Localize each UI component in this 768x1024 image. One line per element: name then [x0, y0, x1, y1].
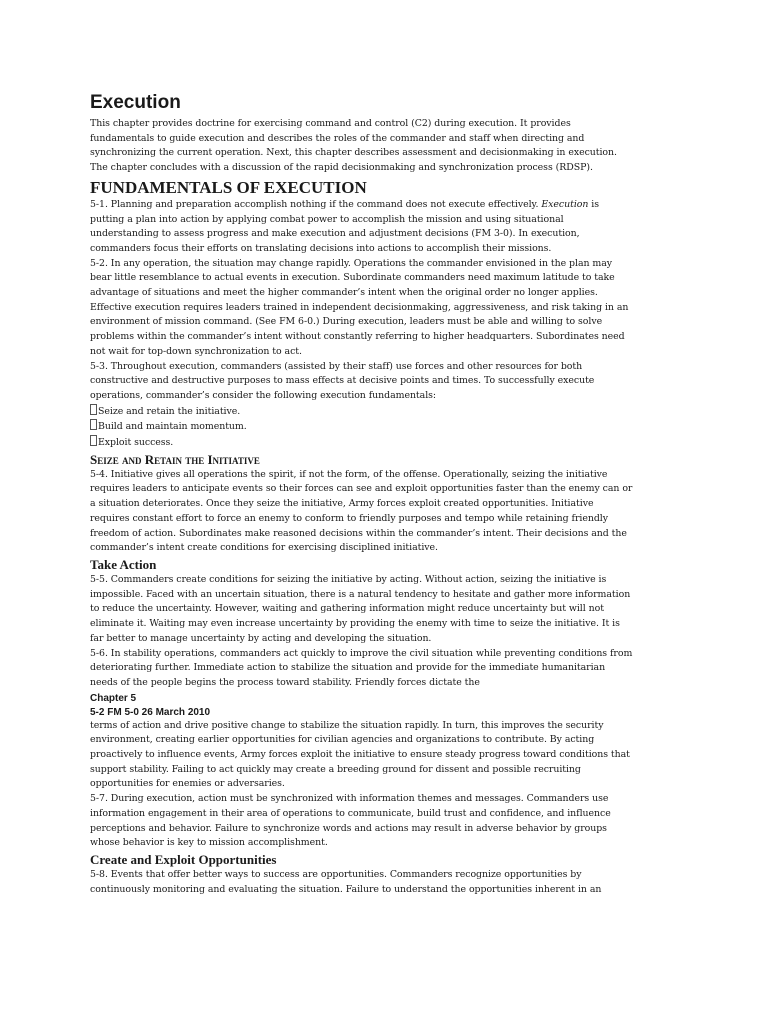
page-title: Execution [90, 92, 181, 113]
paragraph-5-8: 5-8. Events that offer better ways to success are opportunities. Commanders recognize opportunities by continuously monitoring and evaluating the situation. Failure to understand the opportunities inherent in an [90, 868, 602, 895]
paragraph-5-5: 5-5. Commanders create conditions for seizing the initiative by acting. Without action, seizing the initiative is impossible. Faced with an uncertain situation, there is a natural tendency to hesitate and gather more information to reduce the uncertainty. However, waiting and gathering information might reduce uncertainty but will not eliminate it. Waiting may even increase uncertainty by providing the enemy with time to seize the initiative. It is far better to manage uncertainty by acting and developing the situation. [90, 573, 631, 644]
paragraph-5-2: 5-2. In any operation, the situation may change rapidly. Operations the commander envisioned in the plan may bear little resemblance to actual events in execution. Subordinate commanders need maximum latitude to take advantage of situations and meet the higher commander’s intent when the original order no longer applies. Effective execution requires leaders trained in independent decisionmaking, aggressiveness, and risk taking in an environment of mission command. (See FM 6-0.) During execution, leaders must be able and willing to solve problems within the commander’s intent without constantly referring to higher headquarters. Subordinates need not wait for top-down synchronization to act. [90, 257, 629, 357]
paragraph-5-3: 5-3. Throughout execution, commanders (assisted by their staff) use forces and other resources for both constructive and destructive purposes to mass effects at decisive points and times. To successfully execute operations, commander’s consider the following execution fundamentals: [90, 360, 595, 401]
paragraph-5-7: 5-7. During execution, action must be synchronized with information themes and messages. Commanders use information engagement in their area of operations to communicate, build trust and confidence, and influence perceptions and behavior. Failure to synchronize words and actions may result in adverse behavior by groups whose behavior is key to mission accomplishment. [90, 793, 611, 849]
intro-paragraph: This chapter provides doctrine for exercising command and control (C2) during execution. It provides fundamentals to guide execution and describes the roles of the commander and staff when directing and synchronizing the current operation. Next, this chapter describes assessment and decisionmaking in execution. The chapter concludes with a discussion of the rapid decisionmaking and synchronization process (RDSP). [90, 118, 617, 174]
subheading-create-exploit: Create and Exploit Opportunities [90, 851, 277, 867]
paragraph-5-1-lead: 5-1. Planning and preparation accomplish nothing if the command does not execute effectively. [90, 198, 542, 210]
paragraph-5-6-continued: terms of action and drive positive change to stabilize the situation rapidly. In turn, this improves the security environment, creating earlier opportunities for civilian agencies and organizations to contribute. By acting proactively to influence events, Army forces exploit the initiative to ensure steady progress toward conditions that support stability. Failing to act quickly may create a breeding ground for dissent and possible recruiting opportunities for enemies or adversaries. [90, 719, 630, 790]
bullet-item [90, 404, 635, 420]
paragraph-5-6: 5-6. In stability operations, commanders act quickly to improve the civil situation while preventing conditions from deteriorating further. Immediate action to stabilize the situation and provide for the immediate humanitarian needs of the people begins the process toward stability. Friendly forces dictate the [90, 647, 633, 688]
bullet-box-icon [90, 404, 97, 415]
bullet-item [90, 419, 635, 435]
bullet-item [90, 435, 635, 451]
subsection-heading-seize: Seize and Retain the Initiative [90, 451, 260, 467]
chapter-label: Chapter 5 [90, 692, 137, 704]
term-execution: Execution [541, 198, 589, 210]
bullet-text: Build and maintain momentum. [98, 421, 247, 433]
section-heading-fundamentals: FUNDAMENTALS OF EXECUTION [90, 177, 367, 197]
paragraph-5-1 [90, 198, 635, 257]
bullet-box-icon [90, 419, 97, 430]
page-reference: 5-2 FM 5-0 26 March 2010 [90, 706, 211, 718]
bullet-text: Seize and retain the initiative. [98, 405, 241, 417]
document-page [90, 92, 635, 897]
paragraph-5-1-rest: is putting a plan into action by applying combat power to accomplish the mission and using situational understanding to assess progress and make execution and adjustment decisions (FM 3-0). In execution, commanders focus their efforts on translating decisions into actions to accomplish their missions. [90, 198, 599, 254]
paragraph-5-4: 5-4. Initiative gives all operations the spirit, if not the form, of the offense. Operationally, seizing the initiative requires leaders to anticipate events so their forces can see and exploit opportunities faster than the enemy can or a situation deteriorates. Once they seize the initiative, Army forces exploit created opportunities. Initiative requires constant effort to force an enemy to conform to friendly purposes and tempo while retaining friendly freedom of action. Subordinates make reasoned decisions within the commander’s intent. Their decisions and the commander’s intent create conditions for exercising disciplined initiative. [90, 468, 633, 554]
bullet-box-icon [90, 435, 97, 446]
bullet-text: Exploit success. [98, 437, 174, 449]
subheading-take-action: Take Action [90, 556, 157, 572]
